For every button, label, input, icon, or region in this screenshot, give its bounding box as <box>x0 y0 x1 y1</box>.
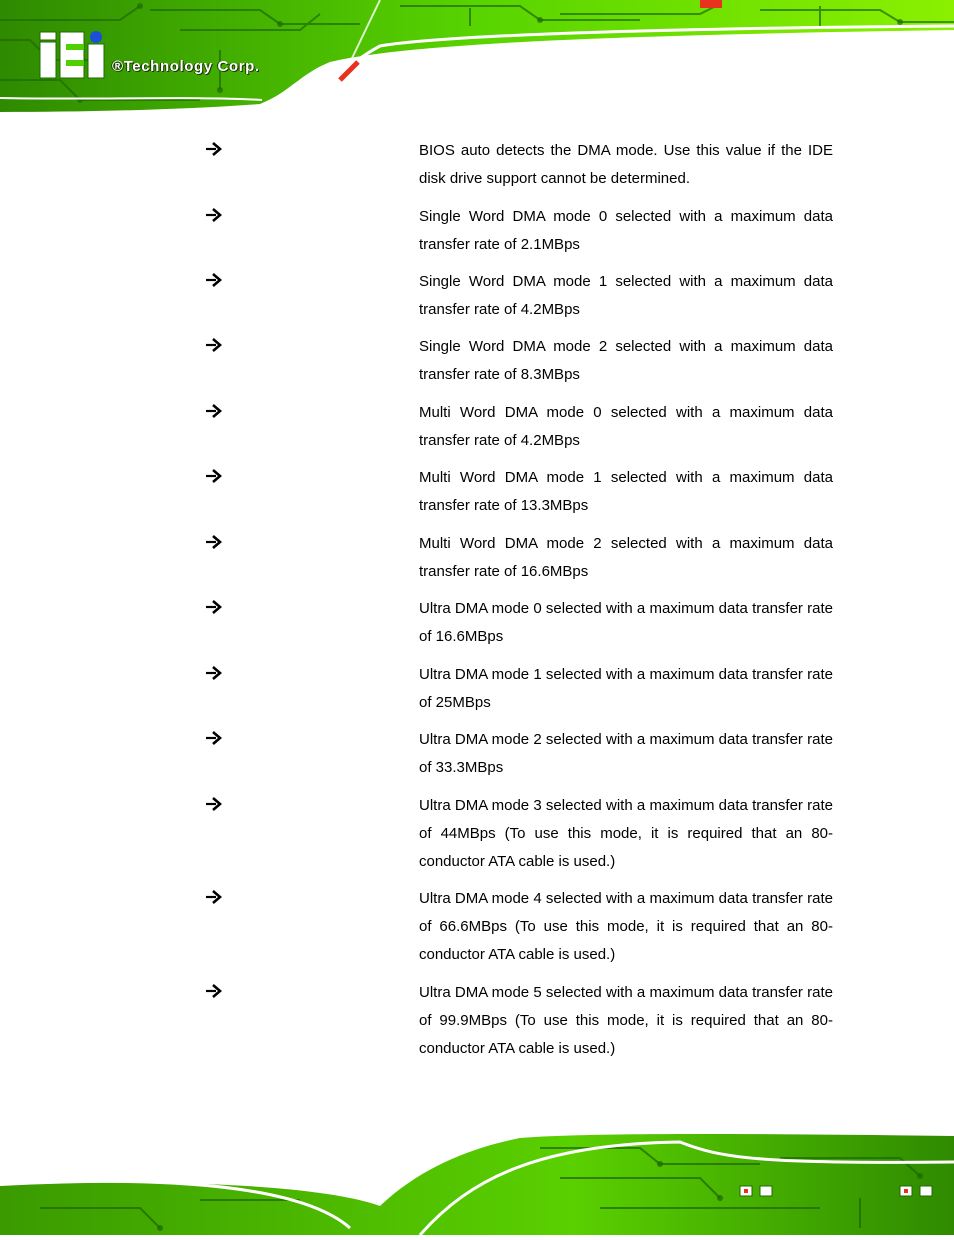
option-description: Single Word DMA mode 2 selected with a maximum data transfer rate of 8.3MBps <box>419 338 833 383</box>
option-description: Ultra DMA mode 5 selected with a maximum data transfer rate of 99.9MBps (To use this mode, it is required that an 80-conductor ATA cable is used.) <box>419 984 833 1057</box>
arrow-right-icon <box>205 533 223 551</box>
company-logo-text: ®Technology Corp. <box>112 58 260 75</box>
arrow-right-icon <box>205 336 223 354</box>
arrow-right-icon <box>205 888 223 906</box>
option-description: Ultra DMA mode 3 selected with a maximum data transfer rate of 44MBps (To use this mode, it is required that an 80-conductor ATA cable is used.) <box>419 797 833 870</box>
iei-logo <box>40 31 104 78</box>
option-description: Ultra DMA mode 4 selected with a maximum data transfer rate of 66.6MBps (To use this mode, it is required that an 80-conductor ATA cable is used.) <box>419 890 833 963</box>
arrow-right-icon <box>205 795 223 813</box>
arrow-right-icon <box>205 402 223 420</box>
option-description: Single Word DMA mode 0 selected with a maximum data transfer rate of 2.1MBps <box>419 208 833 253</box>
arrow-right-icon <box>205 729 223 747</box>
option-description: Ultra DMA mode 0 selected with a maximum data transfer rate of 16.6MBps <box>419 600 833 645</box>
option-description: Multi Word DMA mode 2 selected with a maximum data transfer rate of 16.6MBps <box>419 535 833 580</box>
circuit-board-header-graphic <box>0 0 954 112</box>
arrow-right-icon <box>205 467 223 485</box>
arrow-right-icon <box>205 982 223 1000</box>
option-description: BIOS auto detects the DMA mode. Use this value if the IDE disk drive support cannot be determined. <box>419 142 833 187</box>
header-banner <box>0 0 954 112</box>
option-description: Multi Word DMA mode 0 selected with a maximum data transfer rate of 4.2MBps <box>419 404 833 449</box>
option-description: Ultra DMA mode 1 selected with a maximum data transfer rate of 25MBps <box>419 666 833 711</box>
arrow-right-icon <box>205 140 223 158</box>
arrow-right-icon <box>205 598 223 616</box>
option-description: Single Word DMA mode 1 selected with a maximum data transfer rate of 4.2MBps <box>419 273 833 318</box>
arrow-right-icon <box>205 664 223 682</box>
arrow-right-icon <box>205 206 223 224</box>
circuit-board-footer-graphic <box>0 1128 954 1235</box>
option-description: Ultra DMA mode 2 selected with a maximum data transfer rate of 33.3MBps <box>419 731 833 776</box>
arrow-right-icon <box>205 271 223 289</box>
footer-banner <box>0 1128 954 1235</box>
option-description: Multi Word DMA mode 1 selected with a maximum data transfer rate of 13.3MBps <box>419 469 833 514</box>
